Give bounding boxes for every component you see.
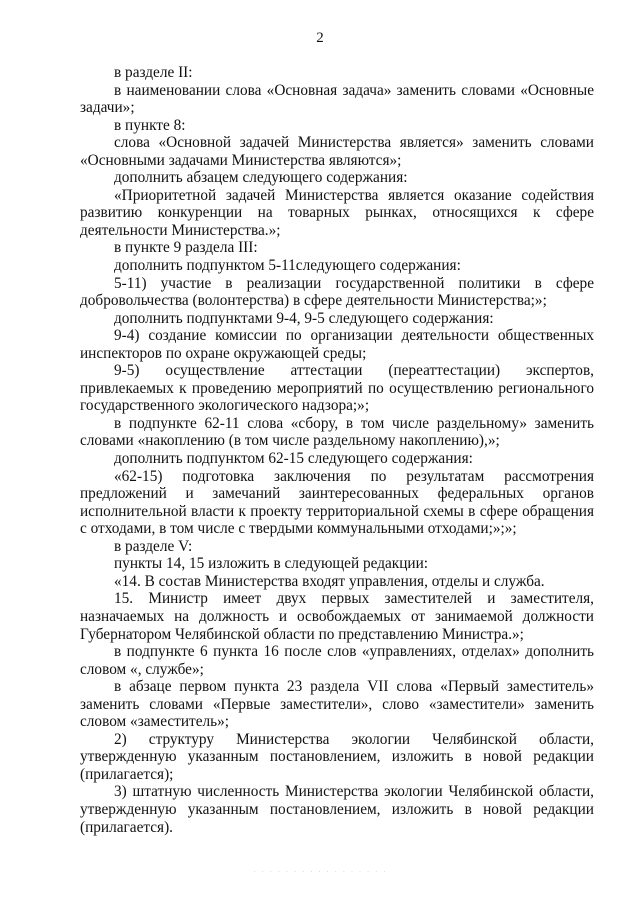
paragraph: дополнить подпунктом 62-15 следующего содержания: [114,450,473,468]
paragraph: дополнить подпунктом 5-11следующего содержания: [114,257,461,275]
faint-footer-stamp: · · · · · · · · · · · · · · · · · [252,866,388,877]
paragraph: «14. В состав Министерства входят управления, отделы и служба. [114,572,545,590]
paragraph: в пункте 8: [114,116,186,134]
paragraph: в разделе V: [114,537,193,555]
paragraph: пункты 14, 15 изложить в следующей редакции: [114,555,429,573]
paragraph: 5-11) участие в реализации государственной политики в сфере добровольчества (волонтерства) в сфере деятельности Министерства;»; [80,274,594,310]
paragraph: в наименовании слова «Основная задача» заменить словами «Основные задачи»; [80,81,594,117]
paragraph: 9-4) создание комиссии по организации деятельности общественных инспекторов по охране окружающей среды; [80,327,594,362]
document-body [80,64,594,836]
page-number: 2 [316,30,324,46]
paragraph: 2) структуру Министерства экологии Челябинской области, утвержденную указанным постановлением, изложить в новой редакции (прилагается); [80,730,594,783]
paragraph: слова «Основной задачей Министерства является» заменить словами «Основными задачами Министерства являются»; [80,134,594,169]
paragraph: «Приоритетной задачей Министерства является оказание содействия развитию конкуренции на товарных рынках, относящихся к сфере деятельности Министерства.»; [80,186,594,239]
paragraph: «62-15) подготовка заключения по результатам рассмотрения предложений и замечаний заинтересованных федеральных органов исполнительной власти к проекту территориальной схемы в сфере обращения с отходами, в том числе с твердыми коммунальными отходами;»;»; [80,467,594,538]
paragraph: 3) штатную численность Министерства экологии Челябинской области, утвержденную указанным постановлением, изложить в новой редакции (прилагается). [80,783,594,836]
paragraph: в пункте 9 раздела III: [114,239,258,257]
paragraph: 15. Министр имеет двух первых заместителей и заместителя, назначаемых на должность и освобождаемых от занимаемой должности Губернатором Челябинской области по представлению Министра.»; [80,590,594,643]
paragraph: в разделе II: [114,64,193,81]
paragraph: дополнить абзацем следующего содержания: [114,169,408,187]
paragraph: дополнить подпунктами 9-4, 9-5 следующего содержания: [114,309,494,327]
paragraph: в абзаце первом пункта 23 раздела VII слова «Первый заместитель» заменить словами «Первые заместители», слово «заместители» заменить словом «заместитель»; [80,678,594,731]
paragraph: 9-5) осуществление аттестации (переаттестации) экспертов, привлекаемых к проведению мероприятий по осуществлению регионального государственного экологического надзора;»; [80,362,594,415]
paragraph: в подпункте 6 пункта 16 после слов «управлениях, отделах» дополнить словом «, службе»; [80,643,594,678]
paragraph: в подпункте 62-11 слова «сбору, в том числе раздельному» заменить словами «накоплению (в том числе раздельному накоплению),»; [80,414,594,450]
